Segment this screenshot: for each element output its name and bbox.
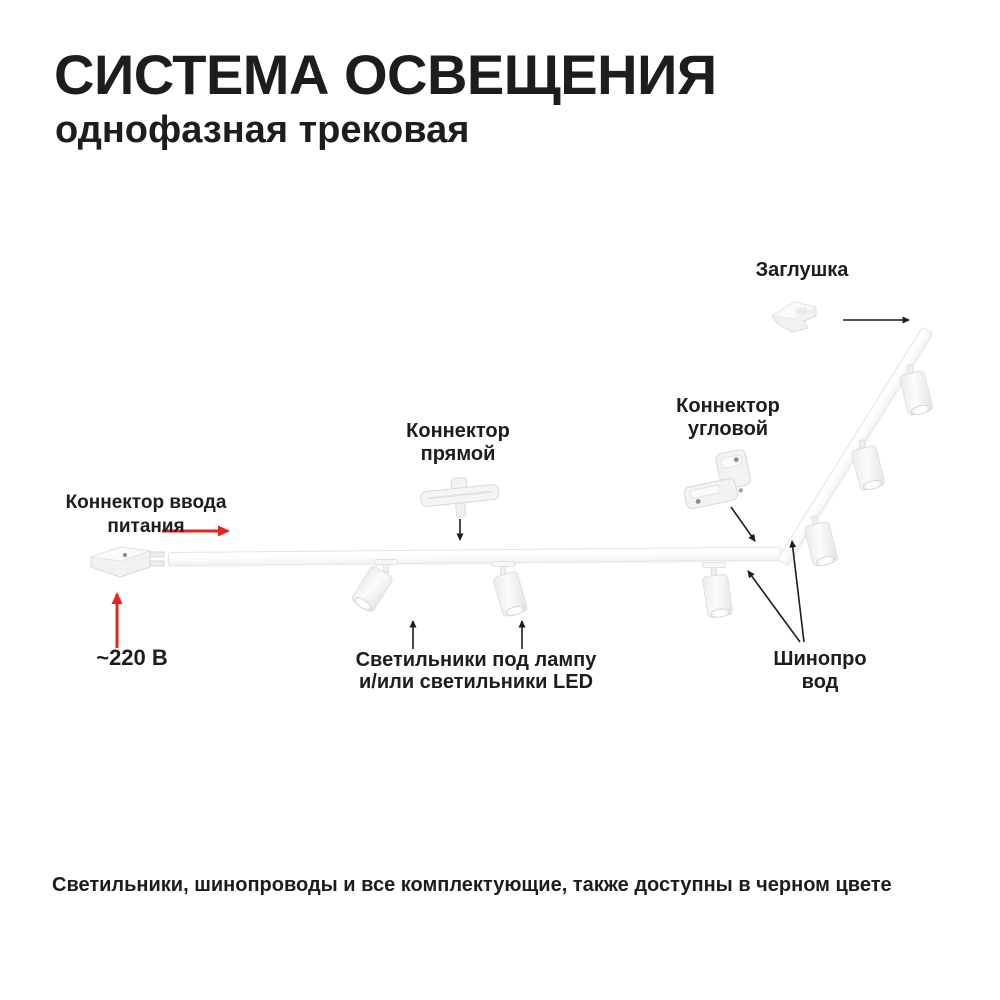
straight-connector-icon xyxy=(416,474,504,522)
spotlight-lens xyxy=(504,604,526,618)
straight-connector-label xyxy=(382,420,534,466)
power-connector-label xyxy=(50,491,242,539)
spotlight-body xyxy=(702,573,734,618)
track-spotlight-5 xyxy=(845,431,889,496)
spotlight-body xyxy=(804,520,839,567)
spotlight-body xyxy=(899,369,934,416)
track-horizontal xyxy=(168,547,781,566)
spotlight-lens xyxy=(862,478,884,492)
power-connector-label-line2: питания xyxy=(107,516,185,537)
page-title: СИСТЕМА ОСВЕЩЕНИЯ xyxy=(54,43,717,106)
end-cap-label-text: Заглушка xyxy=(755,259,849,281)
end-cap-icon xyxy=(766,292,830,340)
straight-connector-label-line1: Коннектор xyxy=(406,420,510,442)
spotlight-body xyxy=(492,570,529,618)
end-cap-label xyxy=(738,259,866,282)
spotlight-lens xyxy=(815,554,837,568)
busbar-label xyxy=(754,648,886,694)
voltage-label-text: ~220 В xyxy=(96,645,168,670)
track-spotlight-4 xyxy=(893,356,937,421)
power-input-connector-icon xyxy=(88,540,166,582)
spotlight-body xyxy=(851,444,886,491)
straight-connector-label-line2: прямой xyxy=(420,443,496,465)
arrow-corner-connector xyxy=(731,507,755,541)
track-spotlight-1 xyxy=(371,559,401,619)
spotlights-label-line2: и/или светильники LED xyxy=(358,671,594,693)
corner-connector-label xyxy=(652,395,804,441)
spotlights-label-line1: Светильники под лампу xyxy=(355,649,597,671)
corner-connector-label-line1: Коннектор xyxy=(676,395,780,417)
track-spotlight-6 xyxy=(798,507,842,572)
track-spotlight-3 xyxy=(699,562,729,622)
voltage-label xyxy=(72,646,192,669)
page-subtitle: однофазная трековая xyxy=(55,109,470,151)
arrow-busbar-1 xyxy=(748,571,800,642)
corner-connector-icon xyxy=(674,448,770,510)
spotlight-lens xyxy=(710,607,731,619)
power-connector-label-line1: Коннектор ввода xyxy=(65,492,227,513)
track-spotlight-2 xyxy=(488,561,518,621)
busbar-label-line1: Шинопро xyxy=(773,648,867,670)
corner-connector-label-line2: угловой xyxy=(687,418,769,440)
busbar-label-line2: вод xyxy=(801,671,839,693)
spotlight-lens xyxy=(910,403,932,417)
spotlights-label xyxy=(326,649,626,693)
footnote: Светильники, шинопроводы и все комплектующие, также доступны в черном цвете xyxy=(52,874,892,896)
spotlight-lens xyxy=(352,595,374,613)
